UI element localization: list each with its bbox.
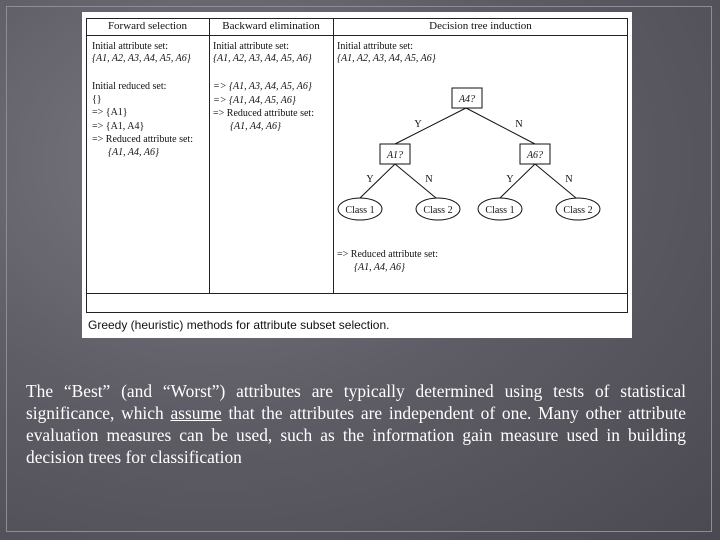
branch-label-yes: Y [414,119,422,130]
tree-root-label: A4? [458,94,476,105]
branch-label-no: N [565,174,573,185]
attribute-selection-figure [82,12,632,338]
tree-final-label: => Reduced attribute set: [337,249,438,260]
body-text-emphasis: assume [170,403,222,423]
body-text-part-1: The “Best” (and “Worst”) attributes are typically determined using tests of statistical significance, which [26,381,686,423]
branch-label-yes: Y [506,174,514,185]
tree-left-label: A1? [386,150,404,161]
backward-final-label: => Reduced attribute set: [213,108,314,119]
tree-final-set: {A1, A4, A6} [354,262,405,273]
forward-final-label: => Reduced attribute set: [92,134,193,145]
forward-initial-set: {A1, A2, A3, A4, A5, A6} [92,53,191,64]
forward-initial-label: Initial attribute set: [92,41,169,52]
backward-initial-set: {A1, A2, A3, A4, A5, A6} [213,53,312,64]
tree-edge [360,164,395,198]
forward-step-2: => {A1, A4} [92,121,145,132]
header-decision-tree: Decision tree induction [429,20,532,32]
branch-label-no: N [515,119,523,130]
backward-initial-label: Initial attribute set: [213,41,290,52]
backward-step-2: => {A1, A4, A5, A6} [213,95,296,106]
tree-leaf-label: Class 1 [485,205,515,216]
tree-initial-label: Initial attribute set: [337,41,414,52]
body-text-part-2: that the attributes are independent of one. Many other attribute evaluation measures can be used, such as the information gain measure used in building decision trees for classification [26,403,686,467]
tree-leaf-label: Class 2 [423,205,453,216]
branch-label-yes: Y [366,174,374,185]
branch-label-no: N [425,174,433,185]
tree-edge [395,108,466,144]
slide-body-text [26,380,686,468]
forward-final-set: {A1, A4, A6} [108,147,159,158]
figure-caption: Greedy (heuristic) methods for attribute subset selection. [88,318,390,332]
tree-edge [466,108,535,144]
forward-step-0: {} [92,94,102,105]
tree-right-label: A6? [526,150,544,161]
forward-step-1: => {A1} [92,107,128,118]
tree-leaf-label: Class 1 [345,205,375,216]
tree-initial-set: {A1, A2, A3, A4, A5, A6} [337,53,436,64]
tree-leaf-label: Class 2 [563,205,593,216]
header-backward-elimination: Backward elimination [222,20,320,32]
header-forward-selection: Forward selection [107,20,188,32]
backward-final-set: {A1, A4, A6} [230,121,281,132]
backward-step-1: => {A1, A3, A4, A5, A6} [213,81,312,92]
forward-reduced-label: Initial reduced set: [92,81,167,92]
tree-edge [500,164,535,198]
